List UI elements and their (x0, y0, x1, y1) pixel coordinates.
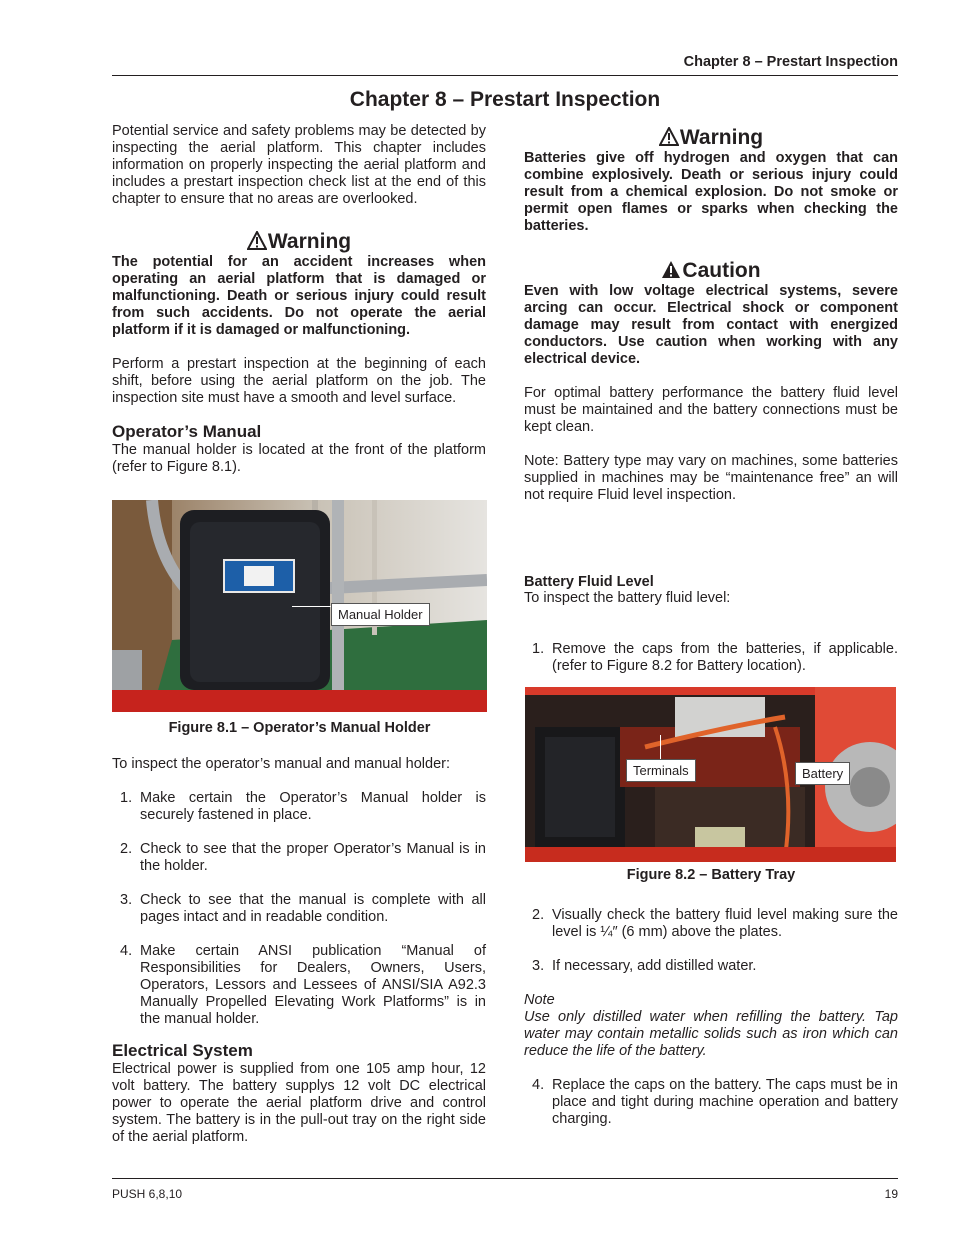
optimal-performance-paragraph: For optimal battery performance the battery fluid level must be maintained and the battery connections must be kept clean. (524, 385, 898, 435)
caution-title: Caution (524, 259, 898, 283)
left-column (112, 123, 486, 476)
note-text: Use only distilled water when refilling the battery. Tap water may contain metallic solids such as iron which can reduce the life of the battery. (524, 1009, 898, 1059)
caution-box (524, 259, 898, 368)
list-item: 2. Visually check the battery fluid level making sure the level is ¼″ (6 mm) above the plates. (532, 907, 898, 940)
note-label: Note (524, 992, 555, 1008)
battery-fluid-section-lower (524, 907, 898, 1128)
list-item: 3. Check to see that the manual is complete with all pages intact and in readable condition. (120, 892, 486, 925)
list-item: 3. If necessary, add distilled water. (532, 958, 757, 974)
right-column (524, 126, 898, 504)
battery-type-note: Note: Battery type may vary on machines, some batteries supplied in machines may be “maintenance free” an will not require Fluid level inspection. (524, 453, 898, 503)
warning-box-1 (112, 230, 486, 339)
figure-8-2-caption: Figure 8.2 – Battery Tray (626, 867, 796, 883)
list-item: 4. Make certain ANSI publication “Manual of Responsibilities for Dealers, Owners, Users, Operators, Lessors and Lessees of ANSI/SIA A92.3 Manually Propelled Elevating Work Platforms” is in the manual holder. (120, 943, 486, 1027)
warning-box-2 (524, 126, 898, 235)
battery-steps-1 (524, 641, 898, 675)
battery-fluid-section (524, 574, 898, 675)
prestart-paragraph: Perform a prestart inspection at the beginning of each shift, before using the aerial platform on the job. The inspection site must have a smooth and level surface. (112, 356, 486, 406)
manual-holder-leader (292, 606, 332, 607)
figure-8-1-caption: Figure 8.1 – Operator’s Manual Holder (168, 720, 431, 736)
list-item: 2. Check to see that the proper Operator’s Manual is in the holder. (120, 841, 486, 874)
intro-paragraph: Potential service and safety problems may be detected by inspecting the aerial platform. This chapter includes information on properly inspecting the aerial platform and includes a prestart inspection check list at the end of this chapter to ensure that no areas are overlooked. (112, 123, 486, 207)
list-item: 1. Make certain the Operator’s Manual holder is securely fastened in place. (120, 790, 486, 823)
caution-triangle-icon (661, 260, 681, 279)
battery-callout: Battery (795, 762, 850, 785)
warning-text: The potential for an accident increases when operating an aerial platform that is damaged or malfunctioning. Death or serious injury could result from such accidents. Do not operate the aerial platform if it is damaged or malfunctioning. (112, 254, 486, 338)
warning-title: Warning (112, 230, 486, 254)
warning-text: Batteries give off hydrogen and oxygen that can combine explosively. Death or serious injury could result from a chemical explosion. Do not smoke or permit open flames or sparks when checking the batteries. (524, 150, 898, 234)
caution-text: Even with low voltage electrical systems, severe arcing can occur. Electrical shock or component damage may result from contact with energized conductors. Use caution when working with any electrical device. (524, 283, 898, 367)
page-title: Chapter 8 – Prestart Inspection (349, 88, 661, 111)
electrical-system-text: Electrical power is supplied from one 105 amp hour, 12 volt battery. The battery supplys 12 volt DC electrical power to operate the aerial platform drive and control system. The battery is in the pull-out tray on the right side of the aerial platform. (112, 1061, 486, 1145)
manual-holder-callout: Manual Holder (331, 603, 430, 626)
manual-inspection-steps (112, 790, 486, 1028)
battery-fluid-heading: Battery Fluid Level (524, 574, 654, 590)
footer-rule (112, 1178, 898, 1179)
list-item: 1. Remove the caps from the batteries, if applicable. (refer to Figure 8.2 for Battery location). (532, 641, 898, 674)
battery-steps-3 (524, 1077, 898, 1128)
header-rule (112, 75, 898, 76)
terminals-callout: Terminals (626, 759, 696, 782)
electrical-system-heading: Electrical System (112, 1041, 253, 1060)
inspect-intro: To inspect the operator’s manual and manual holder: (112, 756, 451, 772)
warning-triangle-icon (659, 127, 679, 146)
operators-manual-text: The manual holder is located at the front of the platform (refer to Figure 8.1). (112, 442, 486, 475)
list-item: 4. Replace the caps on the battery. The caps must be in place and tight during machine operation and battery charging. (532, 1077, 898, 1127)
battery-steps-2 (524, 907, 898, 975)
warning-triangle-icon (247, 231, 267, 250)
footer-model: PUSH 6,8,10 (112, 1187, 183, 1201)
left-column-lower (112, 756, 486, 1146)
operators-manual-heading: Operator’s Manual (112, 422, 262, 441)
running-header: Chapter 8 – Prestart Inspection (683, 54, 898, 70)
footer-page-number: 19 (884, 1187, 898, 1201)
battery-fluid-intro: To inspect the battery fluid level: (524, 590, 731, 606)
warning-title: Warning (524, 126, 898, 150)
